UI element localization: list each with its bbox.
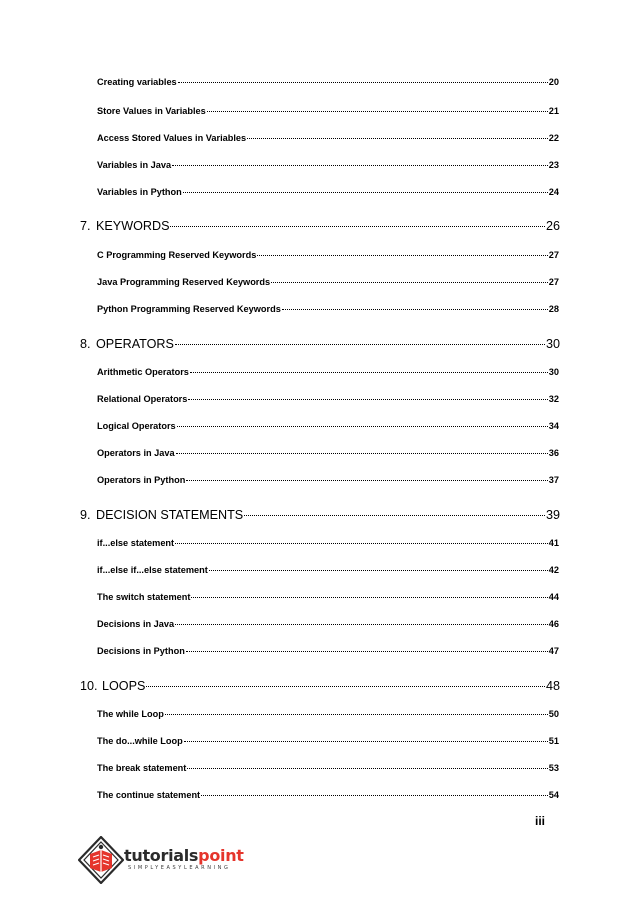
logo-wordmark	[124, 847, 244, 865]
toc-entry-page: 44	[548, 592, 559, 602]
toc-dot-leader	[201, 789, 548, 796]
logo-tagline: SIMPLYEASYLEARNING	[128, 865, 231, 871]
toc-dot-leader	[177, 420, 548, 427]
toc-dot-leader	[183, 186, 548, 193]
toc-entry-title: The break statement	[97, 763, 187, 773]
toc-entry-title: The continue statement	[97, 790, 201, 800]
toc-entry-page: 32	[548, 394, 559, 404]
toc-chapter-number: 7.	[80, 219, 91, 233]
toc-chapter-title: DECISION STATEMENTS	[96, 508, 244, 522]
toc-entry-operators-java[interactable]	[97, 447, 559, 459]
toc-entry-variables-java[interactable]	[97, 159, 559, 171]
toc-dot-leader	[176, 447, 548, 454]
toc-entry-relational-operators[interactable]	[97, 393, 559, 405]
toc-entry-operators-python[interactable]	[97, 474, 559, 486]
toc-entry-page: 23	[548, 160, 559, 170]
toc-dot-leader	[187, 762, 547, 769]
toc-entry-title: Java Programming Reserved Keywords	[97, 277, 271, 287]
toc-entry-logical-operators[interactable]	[97, 420, 559, 432]
toc-dot-leader	[282, 303, 548, 310]
toc-entry-page: 51	[548, 736, 559, 746]
toc-dot-leader	[190, 366, 548, 373]
toc-entry-page: 28	[548, 304, 559, 314]
toc-entry-creating-variables[interactable]	[97, 76, 559, 88]
toc-entry-access-stored-values[interactable]	[97, 132, 559, 144]
toc-dot-leader	[175, 338, 545, 345]
toc-dot-leader	[146, 680, 545, 687]
toc-dot-leader	[184, 735, 548, 742]
toc-entry-page: 36	[548, 448, 559, 458]
toc-dot-leader	[247, 132, 548, 139]
toc-entry-store-values[interactable]	[97, 105, 559, 117]
toc-dot-leader	[191, 591, 547, 598]
toc-entry-title: if...else if...else statement	[97, 565, 208, 575]
toc-entry-title: Arithmetic Operators	[97, 367, 189, 377]
toc-chapter-page: 39	[545, 508, 560, 522]
tutorialspoint-logo	[78, 836, 244, 884]
toc-chapter-title: KEYWORDS	[96, 219, 170, 233]
toc-entry-title: Relational Operators	[97, 394, 188, 404]
toc-entry-break-statement[interactable]	[97, 762, 559, 774]
toc-entry-page: 21	[548, 106, 559, 116]
toc-chapter-page: 48	[545, 679, 560, 693]
toc-chapter-decision-statements[interactable]	[80, 507, 560, 523]
toc-entry-page: 47	[548, 646, 559, 656]
toc-entry-python-keywords[interactable]	[97, 303, 559, 315]
toc-entry-decisions-python[interactable]	[97, 645, 559, 657]
toc-entry-title: Variables in Java	[97, 160, 172, 170]
toc-entry-continue-statement[interactable]	[97, 789, 559, 801]
toc-entry-title: Creating variables	[97, 77, 177, 87]
toc-entry-page: 50	[548, 709, 559, 719]
toc-entry-page: 27	[548, 277, 559, 287]
toc-entry-page: 22	[548, 133, 559, 143]
toc-entry-page: 24	[548, 187, 559, 197]
toc-entry-title: Store Values in Variables	[97, 106, 206, 116]
toc-chapter-number: 9.	[80, 508, 91, 522]
toc-dot-leader	[178, 76, 548, 83]
toc-entry-decisions-java[interactable]	[97, 618, 559, 630]
toc-entry-page: 30	[548, 367, 559, 377]
toc-chapter-number: 8.	[80, 337, 91, 351]
toc-entry-title: Operators in Python	[97, 475, 186, 485]
toc-chapter-title: LOOPS	[102, 679, 146, 693]
toc-entry-page: 53	[548, 763, 559, 773]
toc-chapter-title: OPERATORS	[96, 337, 174, 351]
toc-entry-page: 20	[548, 77, 559, 87]
toc-entry-while-loop[interactable]	[97, 708, 559, 720]
toc-dot-leader	[165, 708, 548, 715]
toc-entry-page: 34	[548, 421, 559, 431]
toc-dot-leader	[209, 564, 548, 571]
toc-entry-title: Decisions in Python	[97, 646, 185, 656]
toc-dot-leader	[188, 393, 547, 400]
toc-entry-title: Access Stored Values in Variables	[97, 133, 247, 143]
toc-dot-leader	[172, 159, 548, 166]
toc-dot-leader	[207, 105, 548, 112]
toc-chapter-loops[interactable]	[80, 678, 560, 694]
toc-dot-leader	[186, 474, 547, 481]
toc-entry-title: if...else statement	[97, 538, 175, 548]
toc-dot-leader	[271, 276, 548, 283]
toc-chapter-keywords[interactable]	[80, 218, 560, 234]
toc-entry-title: Operators in Java	[97, 448, 175, 458]
toc-entry-java-keywords[interactable]	[97, 276, 559, 288]
toc-entry-title: The while Loop	[97, 709, 164, 719]
toc-dot-leader	[257, 249, 547, 256]
toc-dot-leader	[186, 645, 548, 652]
toc-entry-arithmetic-operators[interactable]	[97, 366, 559, 378]
toc-dot-leader	[175, 537, 548, 544]
toc-entry-if-else-if-else[interactable]	[97, 564, 559, 576]
logo-word-point: point	[198, 846, 244, 865]
toc-entry-if-else[interactable]	[97, 537, 559, 549]
toc-entry-page: 37	[548, 475, 559, 485]
logo-word-tutorials: tutorials	[124, 846, 199, 865]
toc-entry-title: Decisions in Java	[97, 619, 175, 629]
toc-entry-do-while-loop[interactable]	[97, 735, 559, 747]
toc-entry-title: The switch statement	[97, 592, 191, 602]
toc-entry-title: C Programming Reserved Keywords	[97, 250, 257, 260]
toc-entry-switch-statement[interactable]	[97, 591, 559, 603]
toc-entry-page: 42	[548, 565, 559, 575]
toc-dot-leader	[170, 220, 545, 227]
toc-entry-title: Python Programming Reserved Keywords	[97, 304, 281, 314]
toc-entry-c-keywords[interactable]	[97, 249, 559, 261]
toc-entry-title: Variables in Python	[97, 187, 182, 197]
toc-entry-title: Logical Operators	[97, 421, 176, 431]
toc-entry-variables-python[interactable]	[97, 186, 559, 198]
toc-entry-page: 41	[548, 538, 559, 548]
toc-entry-title: The do...while Loop	[97, 736, 183, 746]
toc-chapter-operators[interactable]	[80, 336, 560, 352]
toc-chapter-page: 30	[545, 337, 560, 351]
toc-dot-leader	[244, 509, 545, 516]
toc-entry-page: 27	[548, 250, 559, 260]
toc-entry-page: 46	[548, 619, 559, 629]
toc-chapter-page: 26	[545, 219, 560, 233]
page-number: iii	[535, 814, 546, 828]
toc-entry-page: 54	[548, 790, 559, 800]
toc-dot-leader	[175, 618, 548, 625]
tutorialspoint-logo-icon	[78, 836, 124, 884]
toc-chapter-number: 10.	[80, 679, 98, 693]
